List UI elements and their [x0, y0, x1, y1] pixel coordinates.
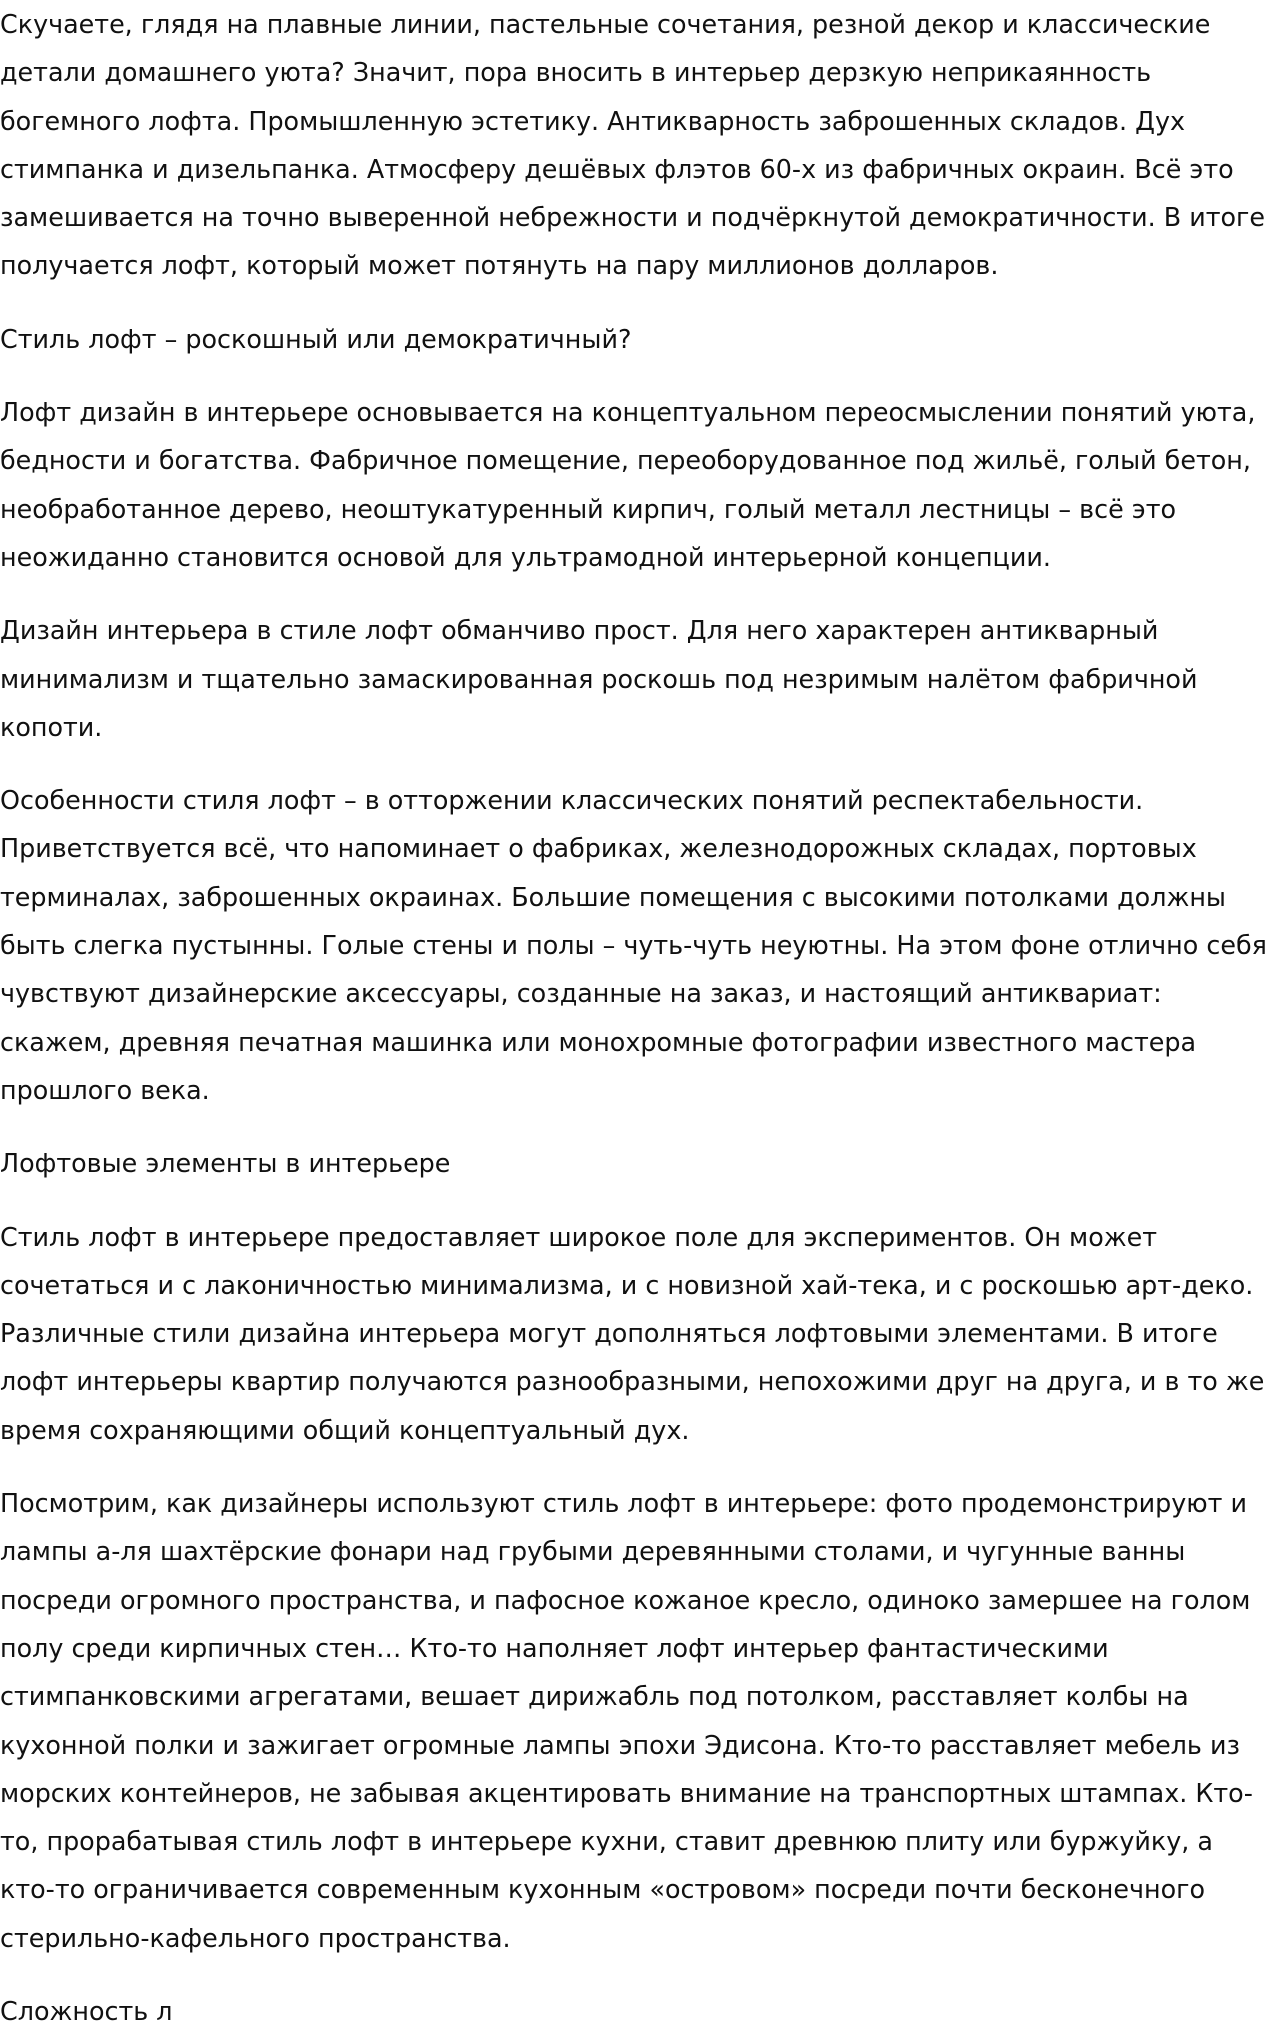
- paragraph-experiments: Стиль лофт в интерьере предоставляет широкое поле для экспериментов. Он может сочетаться и с лаконичностью минимализма, и с новизной хай-тека, и с роскошью арт-деко. Различные стили дизайна интерьера могут дополняться лофтовыми элементами. В итоге лофт интерьеры квартир получаются разнообразными, непохожими друг на друга, и в то же время сохраняющими общий концептуальный дух.: [0, 1221, 1265, 1445]
- paragraph-loft-concept: Лофт дизайн в интерьере основывается на концептуальном переосмыслении понятий уюта, бедности и богатства. Фабричное помещение, переоборудованное под жильё, голый бетон, необработанное дерево, неоштукатуренный кирпич, голый металл лестницы – всё это неожиданно становится основой для ультрамодной интерьерной концепции.: [0, 397, 1256, 572]
- paragraph-features: Особенности стиля лофт – в отторжении классических понятий респектабельности. Приветствуется всё, что напоминает о фабриках, железнодорожных складах, портовых терминалах, заброшенных окраинах. Большие помещения с высокими потолками должны быть слегка пустынны. Голые стены и полы – чуть-чуть неуютны. На этом фоне отлично себя чувствуют дизайнерские аксессуары, созданные на заказ, и настоящий антиквариат: скажем, древняя печатная машинка или монохромные фотографии известного мастера прошлого века.: [0, 785, 1267, 1105]
- subheading-luxury-or-democratic: Стиль лофт – роскошный или демократичный?: [0, 323, 632, 354]
- subheading-loft-elements: Лофтовые элементы в интерьере: [0, 1148, 451, 1179]
- paragraph-deceptively-simple: Дизайн интерьера в стиле лофт обманчиво прост. Для него характерен антикварный минимализм и тщательно замаскированная роскошь под незримым налётом фабричной копоти.: [0, 615, 1198, 742]
- paragraph-designers-examples: Посмотрим, как дизайнеры используют стиль лофт в интерьере: фото продемонстрируют и лампы а-ля шахтёрские фонари над грубыми деревянными столами, и чугунные ванны посреди огромного пространства, и пафосное кожаное кресло, одиноко замершее на голом полу среди кирпичных стен… Кто-то наполняет лофт интерьер фантастическими стимпанковскими агрегатами, вешает дирижабль под потолком, расставляет колбы на кухонной полки и зажигает огромные лампы эпохи Эдисона. Кто-то расставляет мебель из морских контейнеров, не забывая акцентировать внимание на транспортных штампах. Кто-то, прорабатывая стиль лофт в интерьере кухни, ставит древнюю плиту или буржуйку, а кто-то ограничивается современным кухонным «островом» посреди почти бесконечного стерильно-кафельного пространства.: [0, 1488, 1253, 1953]
- subheading-truncated: Сложность л: [0, 1995, 173, 2026]
- paragraph-intro: Скучаете, глядя на плавные линии, пастельные сочетания, резной декор и классические детали домашнего уюта? Значит, пора вносить в интерьер дерзкую неприкаянность богемного лофта. Промышленную эстетику. Антикварность заброшенных складов. Дух стимпанка и дизельпанка. Атмосферу дешёвых флэтов 60-х из фабричных окраин. Всё это замешивается на точно выверенной небрежности и подчёркнутой демократичности. В итоге получается лофт, который может потянуть на пару миллионов долларов.: [0, 9, 1266, 281]
